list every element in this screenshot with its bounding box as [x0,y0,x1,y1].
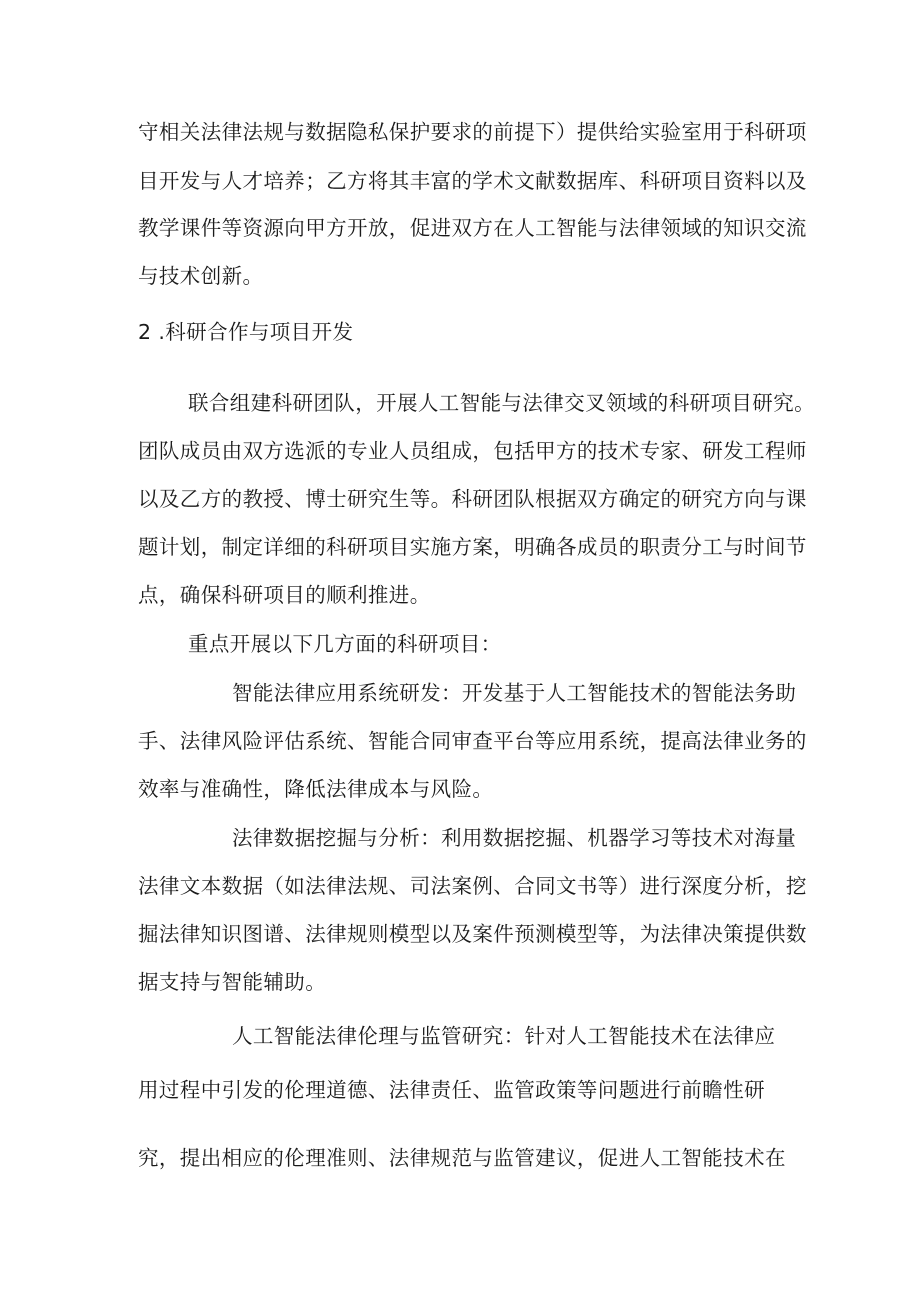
list-item-line: 法律数据挖掘与分析：利用数据挖掘、机器学习等技术对海量 [232,826,797,850]
list-item-line: 用过程中引发的伦理道德、法律责任、监管政策等问题进行前瞻性研 [138,1078,765,1102]
paragraph-line: 点，确保科研项目的顺利推进。 [138,583,431,607]
list-item-line: 手、法律风险评估系统、智能合同审查平台等应用系统，提高法律业务的 [138,729,807,753]
list-item-line: 掘法律知识图谱、法律规则模型以及案件预测模型等，为法律决策提供数 [138,922,807,946]
list-item-line: 效率与准确性，降低法律成本与风险。 [138,777,494,801]
list-item-line: 智能法律应用系统研发：开发基于人工智能技术的智能法务助 [232,681,797,705]
list-item-line: 究，提出相应的伦理准则、法律规范与监管建议，促进人工智能技术在 [138,1146,786,1170]
paragraph-line: 与技术创新。 [138,264,264,288]
paragraph-line: 题计划，制定详细的科研项目实施方案，明确各成员的职责分工与时间节 [138,535,807,559]
list-item-line: 人工智能法律伦理与监管研究：针对人工智能技术在法律应 [232,1024,776,1048]
paragraph-line: 以及乙方的教授、博士研究生等。科研团队根据双方确定的研究方向与课 [138,487,807,511]
section-heading: 2 .科研合作与项目开发 [138,320,354,344]
paragraph-line: 团队成员由双方选派的专业人员组成，包括甲方的技术专家、研发工程师 [138,439,807,463]
paragraph-line: 重点开展以下几方面的科研项目： [188,632,502,656]
paragraph-line: 教学课件等资源向甲方开放，促进双方在人工智能与法律领域的知识交流 [138,216,807,240]
paragraph-line: 守相关法律法规与数据隐私保护要求的前提下）提供给实验室用于科研项 [138,120,807,144]
list-item-line: 据支持与智能辅助。 [138,970,327,994]
paragraph-line: 联合组建科研团队，开展人工智能与法律交叉领域的科研项目研究。 [188,391,815,415]
list-item-line: 法律文本数据（如法律法规、司法案例、合同文书等）进行深度分析，挖 [138,874,807,898]
paragraph-line: 目开发与人才培养；乙方将其丰富的学术文献数据库、科研项目资料以及 [138,169,807,193]
